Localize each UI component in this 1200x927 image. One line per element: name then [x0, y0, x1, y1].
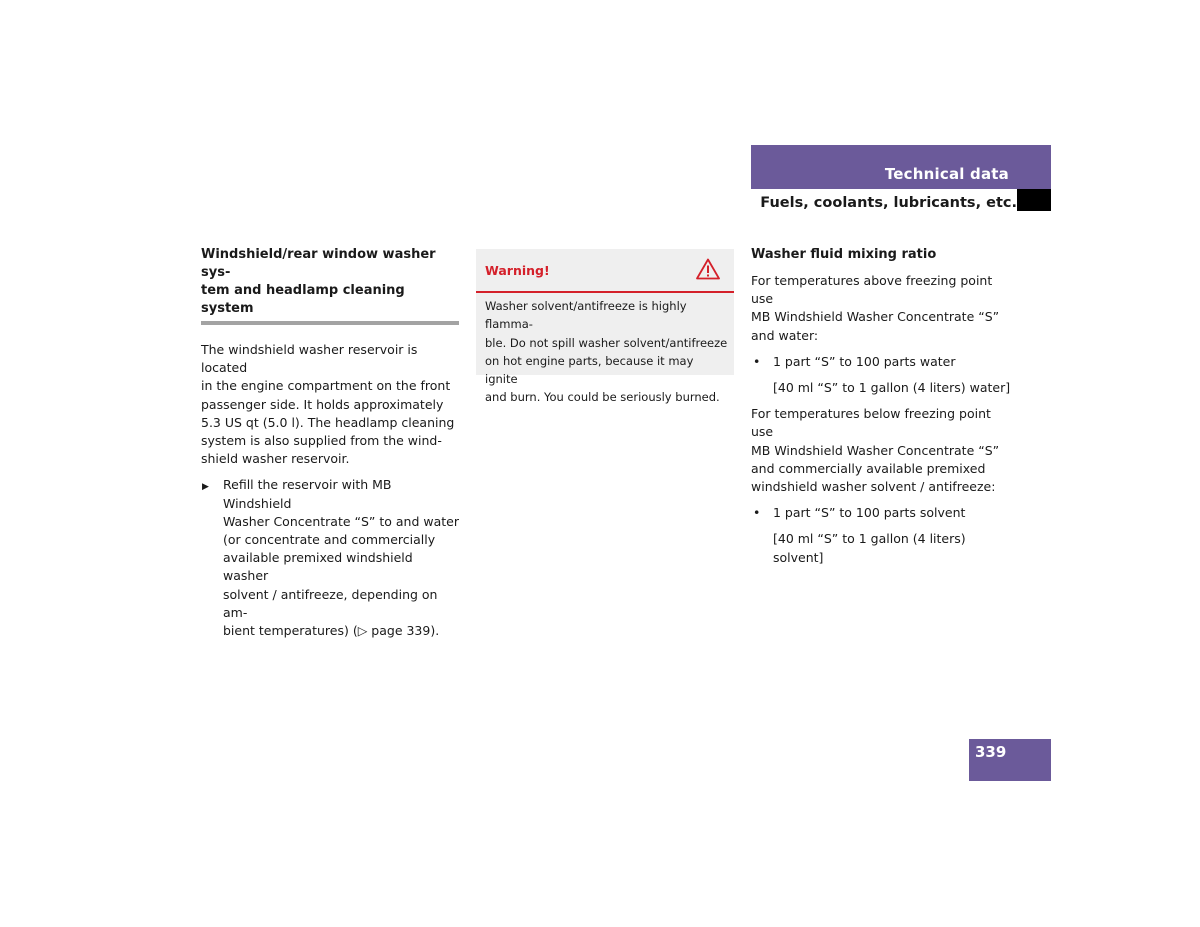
- mixing-ratio-heading: Washer fluid mixing ratio: [751, 247, 937, 262]
- text-line: For temperatures above freezing point use: [751, 273, 993, 307]
- ratio-solvent: 1 part “S” to 100 parts solvent: [773, 505, 966, 521]
- above-freezing-text: [751, 272, 1016, 345]
- text-line: and burn. You could be seriously burned.: [485, 390, 720, 405]
- text-line: MB Windshield Washer Concentrate “S”: [751, 442, 1000, 458]
- section-header-bar: [751, 145, 1051, 189]
- ratio-water-note: [40 ml “S” to 1 gallon (4 liters) water]: [773, 380, 1011, 396]
- text-line: windshield washer solvent / antifreeze:: [751, 479, 996, 495]
- step-arrow-icon: ▶: [202, 482, 209, 493]
- heading-underline: [201, 321, 459, 325]
- reservoir-description: [201, 341, 459, 468]
- text-line: and water:: [751, 327, 819, 343]
- list-item: [751, 353, 1016, 371]
- text-line: MB Windshield Washer Concentrate “S”: [751, 309, 1000, 325]
- warning-triangle-icon: [696, 258, 720, 280]
- text-line: shield washer reservoir.: [201, 451, 350, 467]
- text-line: solvent / antifreeze, depending on am-: [223, 586, 438, 620]
- ratio-solvent-note: [40 ml “S” to 1 gallon (4 liters) solvent]: [773, 531, 966, 565]
- text-line: Washer Concentrate “S” to and water: [223, 513, 459, 529]
- section-title: Technical data: [884, 165, 1009, 183]
- warning-box: [476, 249, 734, 405]
- text-line: 5.3 US qt (5.0 l). The headlamp cleaning: [201, 414, 455, 430]
- below-freezing-text: [751, 405, 1016, 496]
- left-heading-line: Windshield/rear window washer sys-: [201, 247, 436, 280]
- warning-title: Warning!: [485, 263, 550, 278]
- page-reference-link[interactable]: bient temperatures) (▷ page 339).: [223, 623, 440, 639]
- text-line: For temperatures below freezing point use: [751, 406, 991, 440]
- ratio-water: 1 part “S” to 100 parts water: [773, 353, 956, 369]
- section-tab-marker: [1017, 189, 1051, 211]
- refill-instruction-step: [201, 476, 459, 640]
- right-column: [751, 246, 1016, 567]
- text-line: system is also supplied from the wind-: [201, 433, 442, 449]
- text-line: and commercially available premixed: [751, 460, 986, 476]
- text-line: Washer solvent/antifreeze is highly flamma-: [485, 299, 687, 332]
- page-number-box: [969, 739, 1051, 781]
- text-line: on hot engine parts, because it may ignite: [485, 353, 694, 387]
- text-line: ble. Do not spill washer solvent/antifreeze: [485, 335, 728, 350]
- text-line: available premixed windshield washer: [223, 550, 413, 584]
- text-line: The windshield washer reservoir is located: [201, 342, 418, 376]
- left-heading-line: tem and headlamp cleaning system: [201, 283, 405, 316]
- left-heading: [201, 246, 459, 318]
- text-line: Refill the reservoir with MB Windshield: [223, 477, 392, 511]
- left-column: [201, 246, 459, 640]
- warning-text: [485, 297, 729, 407]
- bullet-icon: •: [753, 505, 761, 521]
- text-line: (or concentrate and commercially: [223, 532, 436, 548]
- list-item: [751, 504, 1016, 522]
- text-line: in the engine compartment on the front: [201, 378, 451, 394]
- page-number: 339: [975, 743, 1007, 761]
- bullet-icon: •: [753, 353, 761, 369]
- text-line: passenger side. It holds approximately: [201, 396, 444, 412]
- warning-header: [476, 249, 734, 293]
- subsection-title: Fuels, coolants, lubricants, etc.: [760, 195, 1017, 211]
